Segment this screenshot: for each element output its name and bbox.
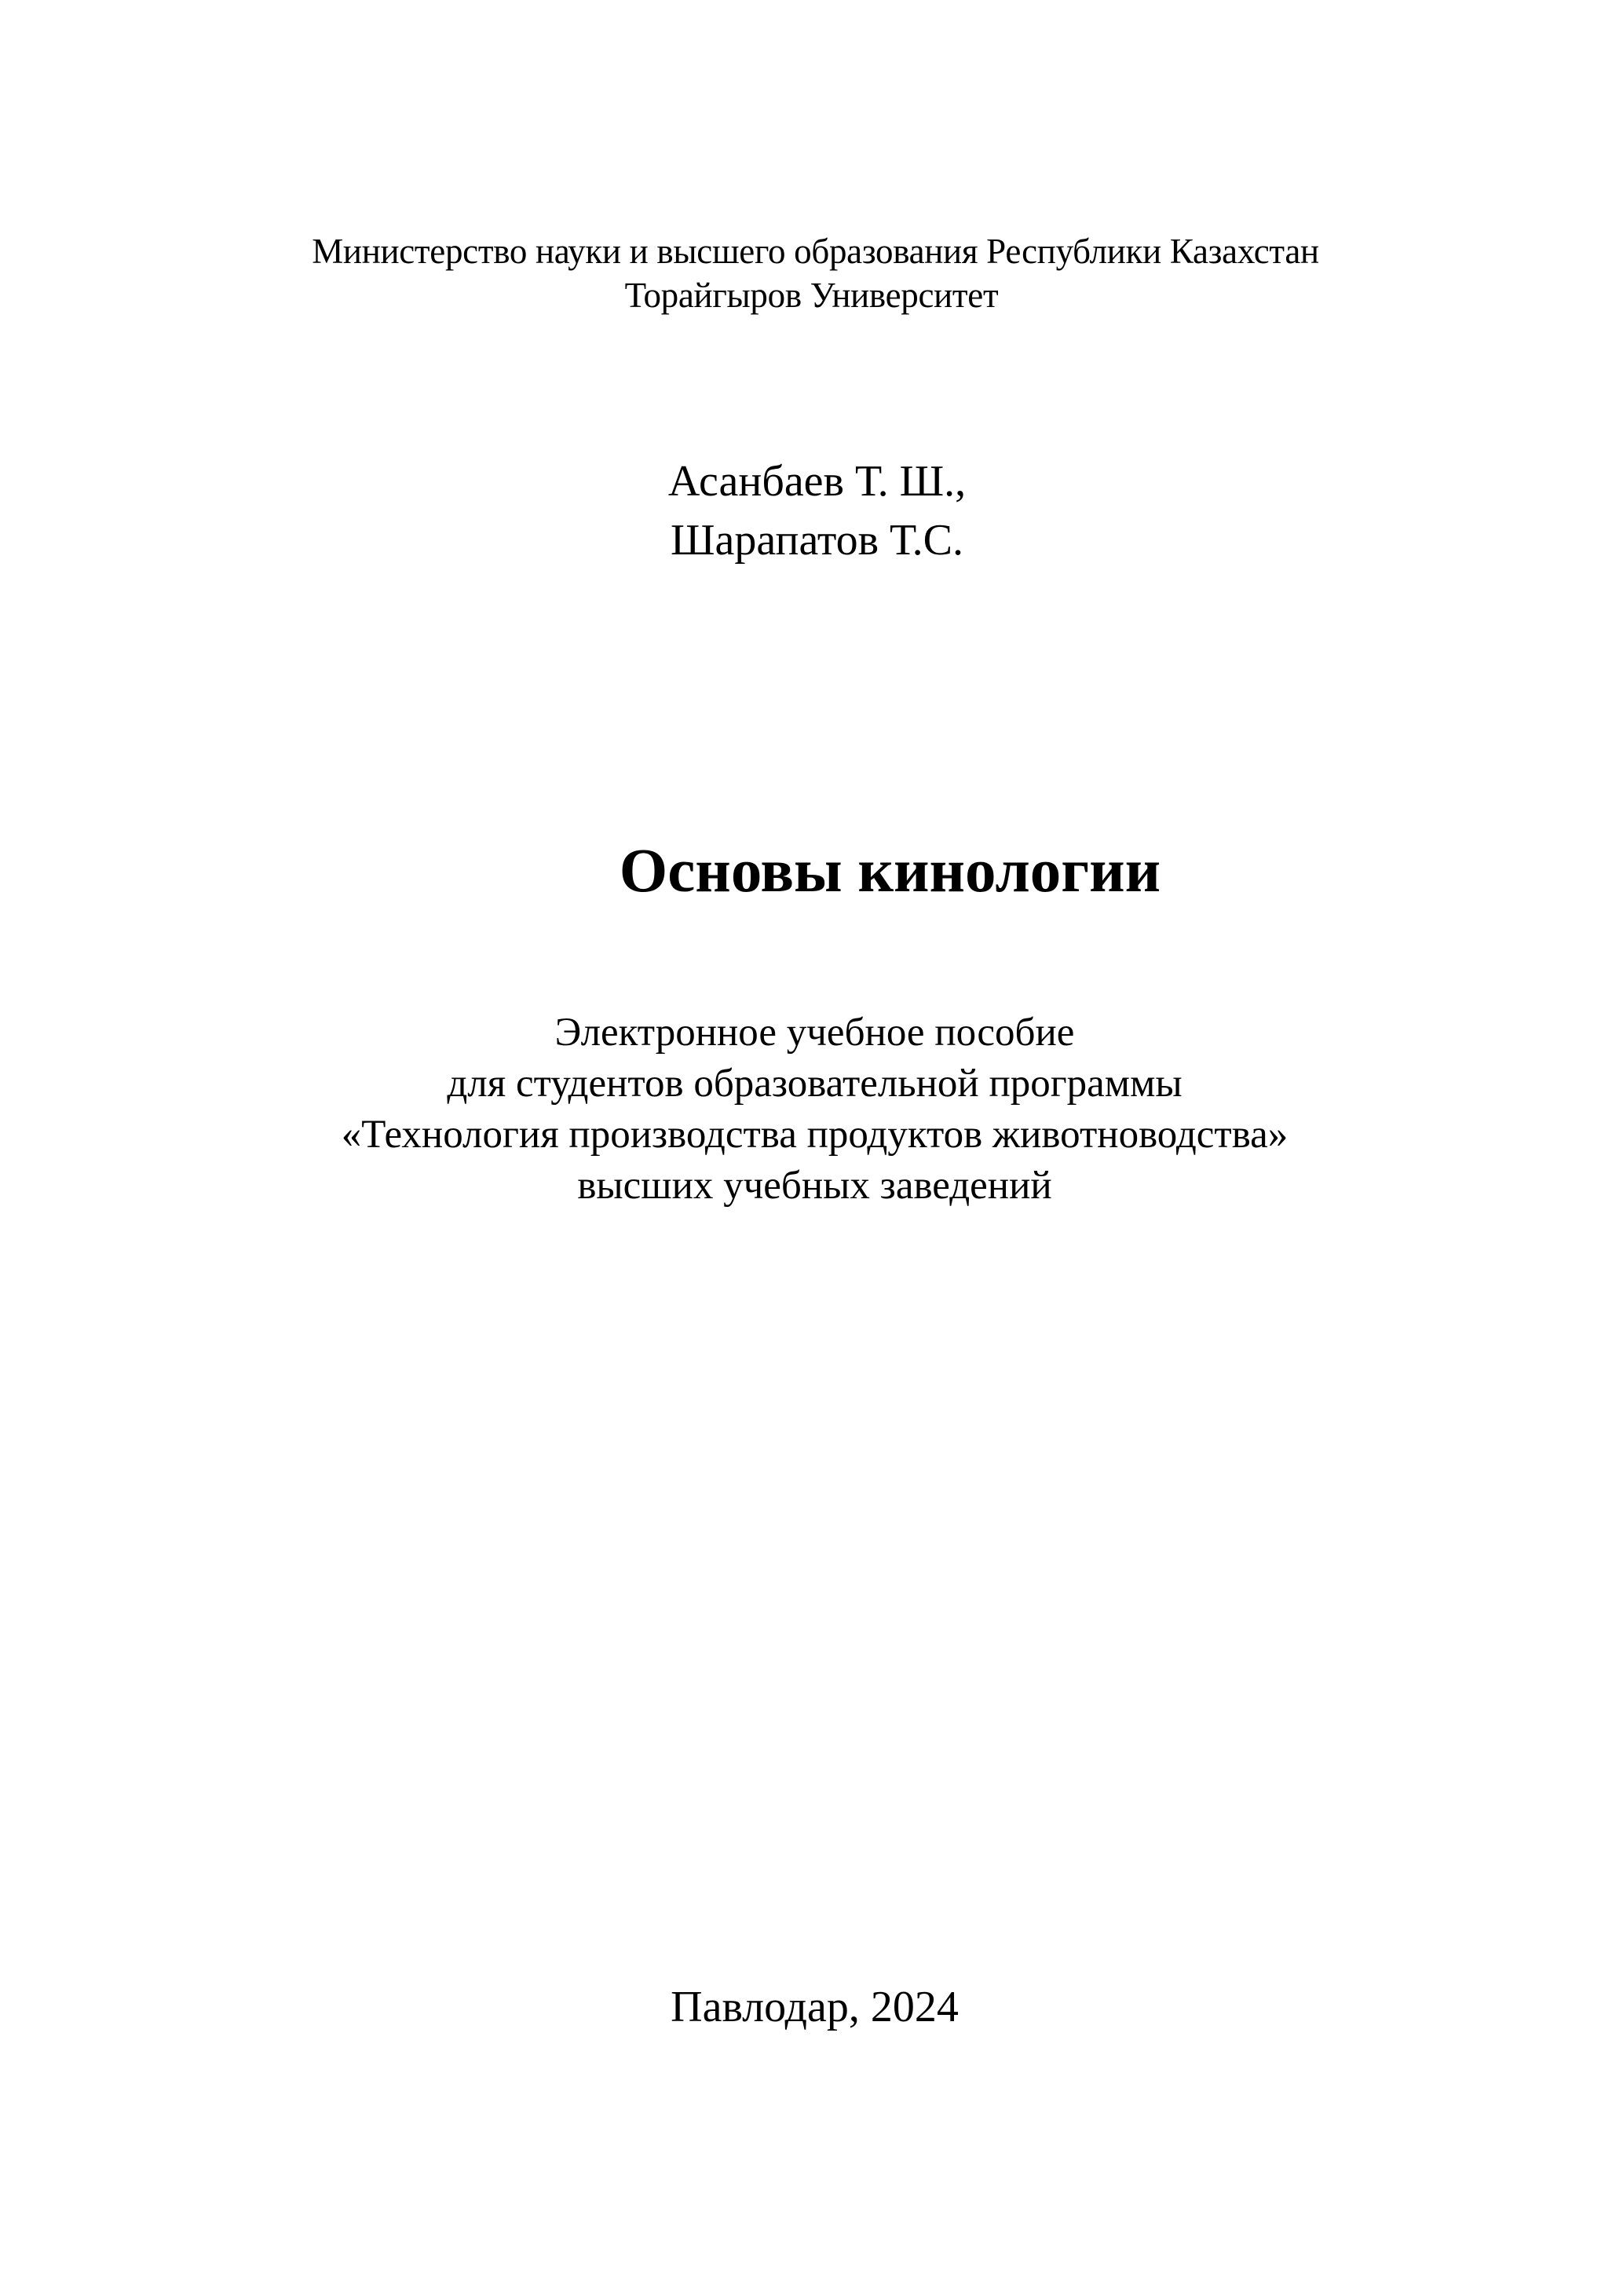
author-2: Шарапатов Т.С. xyxy=(671,516,963,565)
university-line: Торайгыров Университет xyxy=(624,276,999,315)
subtitle-line-3: «Технология производства продуктов животноводства» xyxy=(341,1113,1289,1157)
subtitle-line-4: высших учебных заведений xyxy=(577,1164,1052,1208)
place-and-year: Павлодар, 2024 xyxy=(671,1983,959,2031)
subtitle-line-2: для студентов образовательной программы xyxy=(447,1062,1183,1106)
book-title: Основы кинологии xyxy=(619,837,1161,905)
subtitle-line-1: Электронное учебное пособие xyxy=(554,1011,1075,1055)
ministry-line: Министерство науки и высшего образования Республики Казахстан xyxy=(312,232,1319,271)
author-1: Асанбаев Т. Ш., xyxy=(667,457,967,506)
